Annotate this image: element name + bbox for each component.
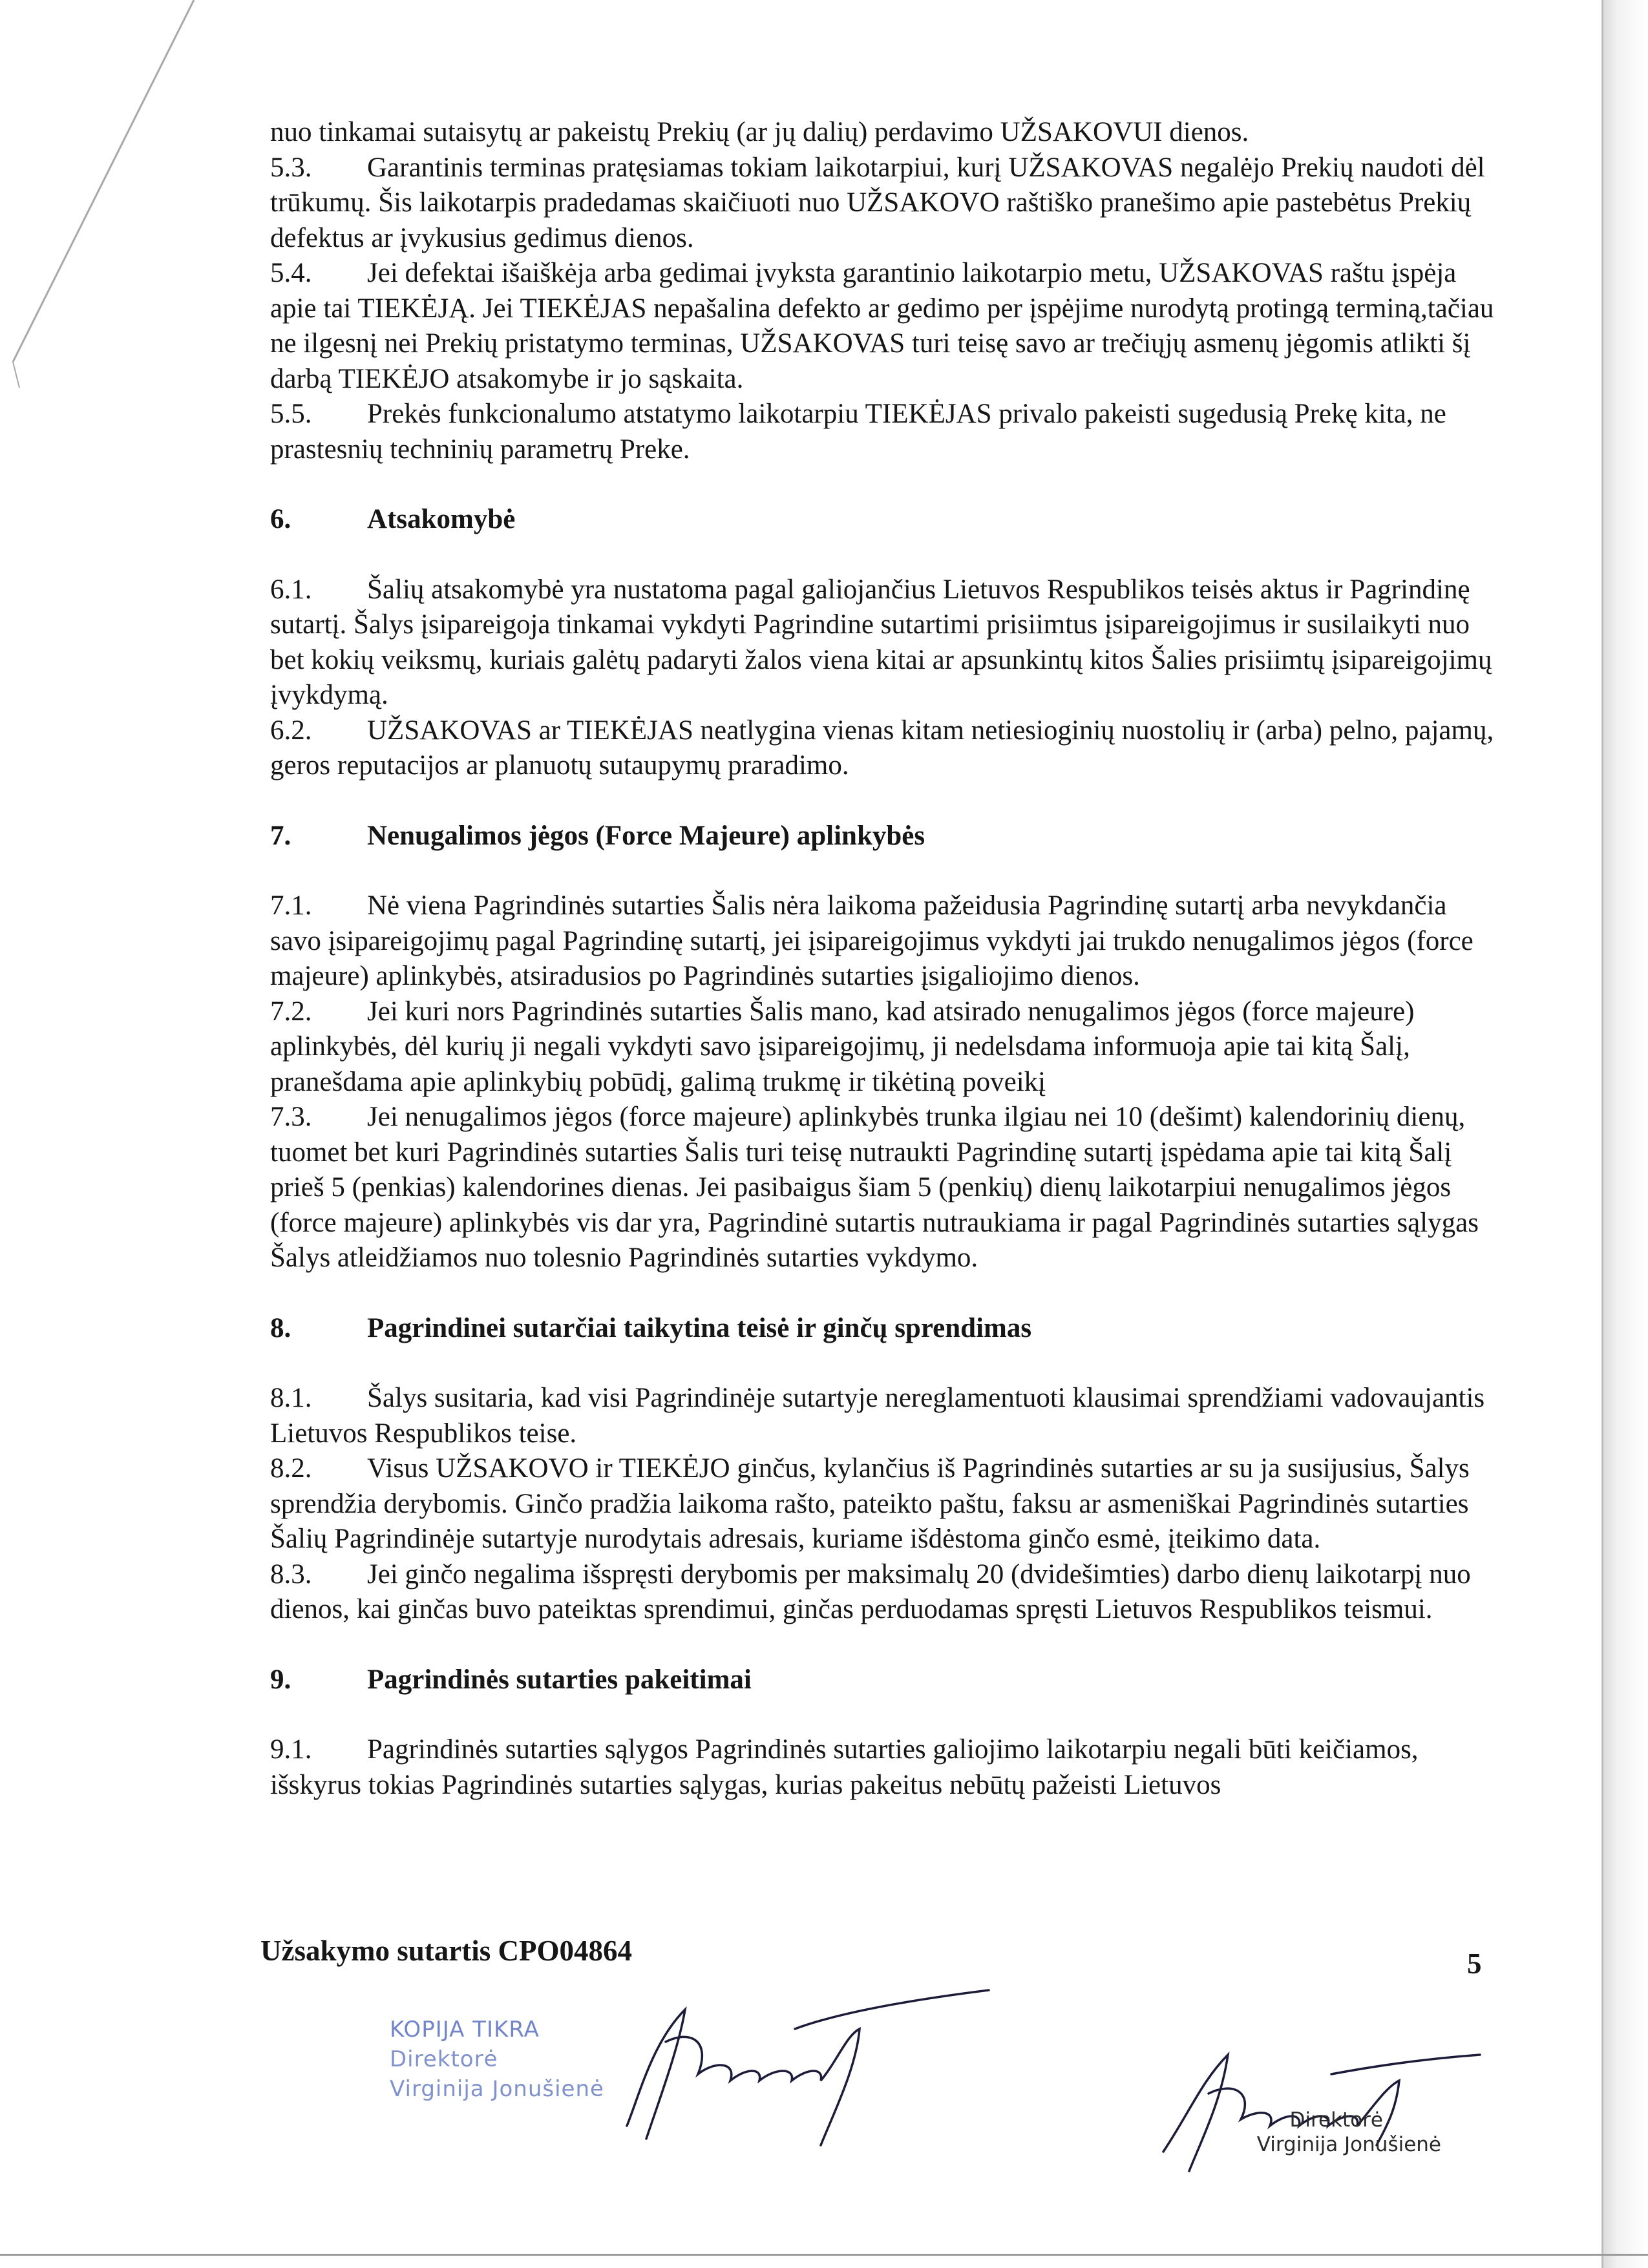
footer-contract-title: Užsakymo sutartis CPO04864 — [260, 1935, 632, 1967]
signature-caption-name: Virginija Jonušienė — [1256, 2133, 1441, 2156]
document-body — [270, 115, 1498, 1803]
stamp-line-role: Direktorė — [390, 2046, 498, 2072]
paragraph-9-1: 9.1. Pagrindinės sutarties sąlygos Pagrindinės sutarties galiojimo laikotarpiu negali būti keičiamos, išskyrus tokias Pagrindinės sutarties sąlygas, kurias pakeitus nebūtų pažeisti Lietuvos — [270, 1734, 1419, 1800]
paragraph-7-2: 7.2. Jei kuri nors Pagrindinės sutarties Šalis mano, kad atsirado nenugalimos jėgos (force majeure) aplinkybės, dėl kurių ji negali vykdyti savo įsipareigojimų, ji nedelsdama informuoja apie tai kitą Šalį, pranešdama apie aplinkybių pobūdį, galimą trukmę ir tikėtiną poveikį — [270, 996, 1415, 1097]
paragraph-7-1: 7.1. Nė viena Pagrindinės sutarties Šalis nėra laikoma pažeidusia Pagrindinę sutartį arba nevykdančia savo įsipareigojimų pagal Pagrindinę sutartį, jei įsipareigojimus vykdyti jai trukdo nenugalimos jėgos (force majeure) aplinkybės, atsiradusios po Pagrindinės sutarties įsigaliojimo dienos. — [270, 890, 1474, 991]
paragraph-5-5: 5.5. Prekės funkcionalumo atstatymo laikotarpiu TIEKĖJAS privalo pakeisti sugedusią Prekę kita, ne prastesnių techninių parametrų Preke. — [270, 399, 1446, 465]
paragraph-8-1: 8.1. Šalys susitaria, kad visi Pagrindinėje sutartyje nereglamentuoti klausimai sprendžiami vadovaujantis Lietuvos Respublikos teise. — [270, 1383, 1485, 1449]
section-heading-8: 8. Pagrindinei sutarčiai taikytina teisė ir ginčų sprendimas — [270, 1312, 1032, 1343]
signature-left — [601, 1984, 1015, 2152]
page-number: 5 — [1467, 1948, 1482, 1980]
paragraph-6-2: 6.2. UŽSAKOVAS ar TIEKĖJAS neatlygina vienas kitam netiesioginių nuostolių ir (arba) pelno, pajamų, geros reputacijos ar planuotų sutaupymų praradimo. — [270, 715, 1494, 781]
copy-stamp — [390, 2015, 604, 2104]
paragraph-8-2: 8.2. Visus UŽSAKOVO ir TIEKĖJO ginčus, kylančius iš Pagrindinės sutarties ar su ja susijusius, Šalys sprendžia derybomis. Ginčo pradžia laikoma rašto, pateikto paštu, faksu ar asmeniškai Pagrindinės sutarties Šalių Pagrindinėje sutartyje nurodytais adresais, kuriame išdėstoma ginčo esmė, įteikimo data. — [270, 1453, 1470, 1554]
scan-bottom-edge — [0, 2254, 1648, 2256]
paragraph-continuation: nuo tinkamai sutaisytų ar pakeistų Prekių (ar jų dalių) perdavimo UŽSAKOVUI dienos. — [270, 117, 1249, 147]
paragraph-5-3: 5.3. Garantinis terminas pratęsiamas tokiam laikotarpiui, kurį UŽSAKOVAS negalėjo Prekių naudoti dėl trūkumų. Šis laikotarpis pradedamas skaičiuoti nuo UŽSAKOVO raštiško pranešimo apie pastebėtus Prekių defektus ar įvykusius gedimus dienos. — [270, 152, 1485, 253]
section-heading-6: 6. Atsakomybė — [270, 504, 516, 534]
section-heading-7: 7. Nenugalimos jėgos (Force Majeure) aplinkybės — [270, 820, 925, 851]
stamp-line-name: Virginija Jonušienė — [390, 2076, 604, 2102]
signature-caption-role: Direktorė — [1289, 2108, 1383, 2132]
scan-edge-shadow — [1601, 0, 1648, 2268]
paragraph-5-4: 5.4. Jei defektai išaiškėja arba gedimai įvyksta garantinio laikotarpio metu, UŽSAKOVAS raštu įspėja apie tai TIEKĖJĄ. Jei TIEKĖJAS nepašalina defekto ar gedimo per įspėjime nurodytą protingą terminą,tačiau ne ilgesnį nei Prekių pristatymo terminas, UŽSAKOVAS turi teisę savo ar trečiųjų asmenų jėgomis atlikti šį darbą TIEKĖJO atsakomybe ir jo sąskaita. — [270, 258, 1494, 394]
stamp-line-copy: KOPIJA TIKRA — [390, 2017, 540, 2042]
paragraph-8-3: 8.3. Jei ginčo negalima išspręsti derybomis per maksimalų 20 (dvidešimties) darbo dienų laikotarpį nuo dienos, kai ginčas buvo pateiktas sprendimui, ginčas perduodamas spręsti Lietuvos Respublikos teismui. — [270, 1559, 1471, 1624]
paragraph-7-3: 7.3. Jei nenugalimos jėgos (force majeure) aplinkybės trunka ilgiau nei 10 (dešimt) kalendorinių dienų, tuomet bet kuri Pagrindinės sutarties Šalis turi teisę nutraukti Pagrindinę sutartį įspėdama apie tai kitą Šalį prieš 5 (penkias) kalendorines dienas. Jei pasibaigus šiam 5 (penkių) dienų laikotarpiui nenugalimos jėgos (force majeure) aplinkybės vis dar yra, Pagrindinė sutartis nutraukiama ir pagal Pagrindinės sutarties sąlygas Šalys atleidžiamos nuo tolesnio Pagrindinės sutarties vykdymo. — [270, 1102, 1479, 1273]
paragraph-6-1: 6.1. Šalių atsakomybė yra nustatoma pagal galiojančius Lietuvos Respublikos teisės aktus ir Pagrindinę sutartį. Šalys įsipareigoja tinkamai vykdyti Pagrindine sutartimi prisiimtus įsipareigojimus ir susilaikyti nuo bet kokių veiksmų, kuriais galėtų padaryti žalos viena kitai ar apsunkintų kitos Šalies prisiimtų įsipareigojimų įvykdymą. — [270, 574, 1492, 710]
scan-edge-line — [1601, 0, 1603, 2268]
section-heading-9: 9. Pagrindinės sutarties pakeitimai — [270, 1664, 752, 1695]
